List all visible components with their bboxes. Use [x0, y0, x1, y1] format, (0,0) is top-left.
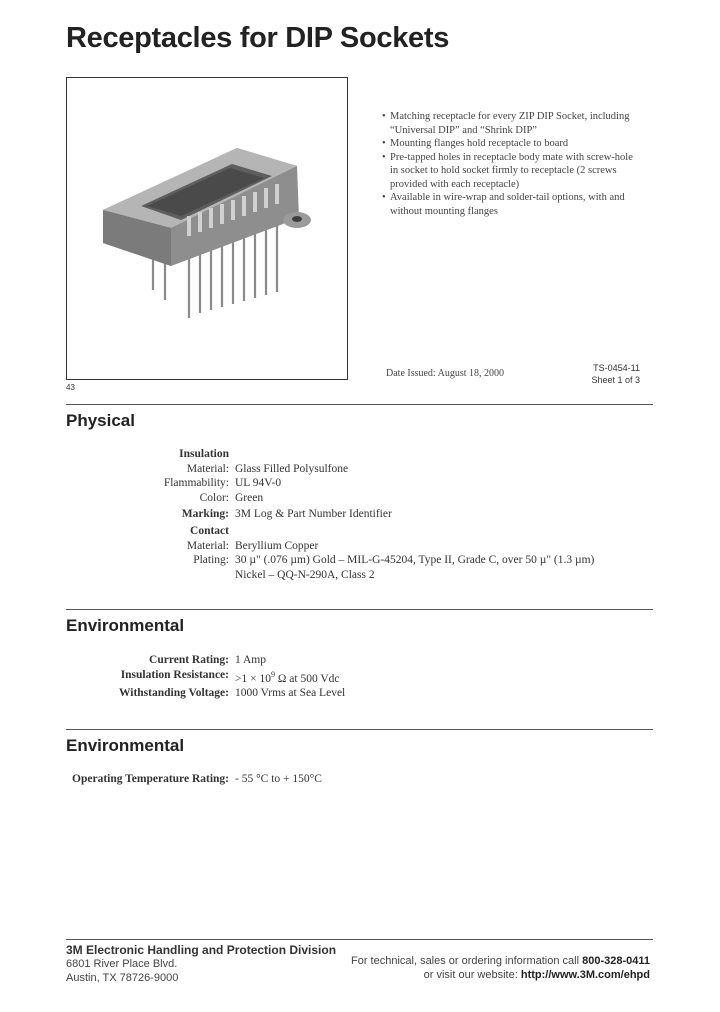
spec-label: Material: — [186, 539, 229, 552]
spec-label: Color: — [199, 491, 229, 504]
address-line: 6801 River Place Blvd. — [66, 958, 178, 970]
spec-value: - 55 °C to + 150°C — [235, 773, 322, 785]
dip-socket-receptacle-photo — [67, 78, 347, 379]
spec-value: 1000 Vrms at Sea Level — [235, 687, 346, 700]
spec-value: 3M Log & Part Number Identifier — [235, 508, 392, 521]
feature-item: • Pre-tapped holes in receptacle body mate with screw-hole in socket to hold socket firmly to receptacle (2 screws provided with each receptacle) — [382, 151, 642, 192]
feature-list — [382, 110, 642, 218]
spec-label: Flammability: — [163, 477, 229, 490]
phone-number: 800-328-0411 — [582, 955, 650, 967]
environmental-2-section-title: Environmental — [66, 736, 185, 755]
section-divider — [66, 609, 653, 610]
physical-section-title: Physical — [66, 411, 135, 430]
spec-value: UL 94V-0 — [235, 477, 282, 490]
feature-item: • Matching receptacle for every ZIP DIP Socket, including “Universal DIP” and “Shrink DIP” — [382, 110, 642, 137]
environmental-section-title: Environmental — [66, 616, 185, 635]
spec-label: Current Rating: — [149, 654, 229, 666]
date-issued: Date Issued: August 18, 2000 — [386, 368, 505, 379]
spec-value: Beryllium Copper — [235, 539, 319, 552]
division-name: 3M Electronic Handling and Protection Division — [66, 943, 337, 957]
website-line: or visit our website: http://www.3M.com/ehpd — [423, 969, 650, 981]
page-number: 43 — [66, 383, 75, 392]
footer-divider — [66, 939, 653, 940]
document-id-block — [591, 362, 640, 386]
environmental-spec-table — [100, 653, 345, 701]
spec-value: $>1 \times 10^9$ Ω at 500 Vdc — [235, 669, 340, 685]
spec-label: Plating: — [193, 554, 229, 567]
footer-address — [66, 943, 336, 985]
spec-label: Operating Temperature Rating: — [72, 773, 229, 785]
spec-value: Green — [235, 491, 264, 504]
feature-item: • Available in wire-wrap and solder-tail options, with and without mounting flanges — [382, 191, 642, 218]
section-divider — [66, 729, 653, 730]
physical-spec-table — [130, 447, 594, 582]
temperature-spec-table — [70, 772, 322, 787]
product-photo-frame — [66, 77, 348, 380]
section-divider — [66, 404, 653, 405]
website-link[interactable]: http://www.3M.com/ehpd — [520, 969, 650, 981]
footer-contact — [351, 954, 650, 982]
spec-value: 1 Amp — [235, 654, 266, 666]
contact-heading: Contact — [190, 524, 229, 537]
address-line: Austin, TX 78726-9000 — [66, 972, 179, 984]
feature-item: • Mounting flanges hold receptacle to board — [382, 137, 642, 151]
insulation-heading: Insulation — [179, 448, 229, 460]
spec-label: Material: — [186, 462, 229, 475]
page-title: Receptacles for DIP Sockets — [66, 22, 450, 54]
ts-number: TS-0454-11 — [593, 363, 640, 373]
sheet-number: Sheet 1 of 3 — [591, 375, 640, 385]
spec-value: Glass Filled Polysulfone — [235, 462, 349, 475]
spec-value: 30 µ" (.076 µm) Gold – MIL-G-45204, Type II, Grade C, over 50 µ" (1.3 µm) — [235, 554, 595, 567]
spec-value: Nickel – QQ-N-290A, Class 2 — [235, 568, 375, 581]
spec-label: Marking: — [181, 508, 229, 521]
contact-line: For technical, sales or ordering information call 800-328-0411 — [350, 955, 650, 967]
spec-label: Withstanding Voltage: — [118, 687, 229, 700]
spec-label: Insulation Resistance: — [120, 668, 229, 681]
